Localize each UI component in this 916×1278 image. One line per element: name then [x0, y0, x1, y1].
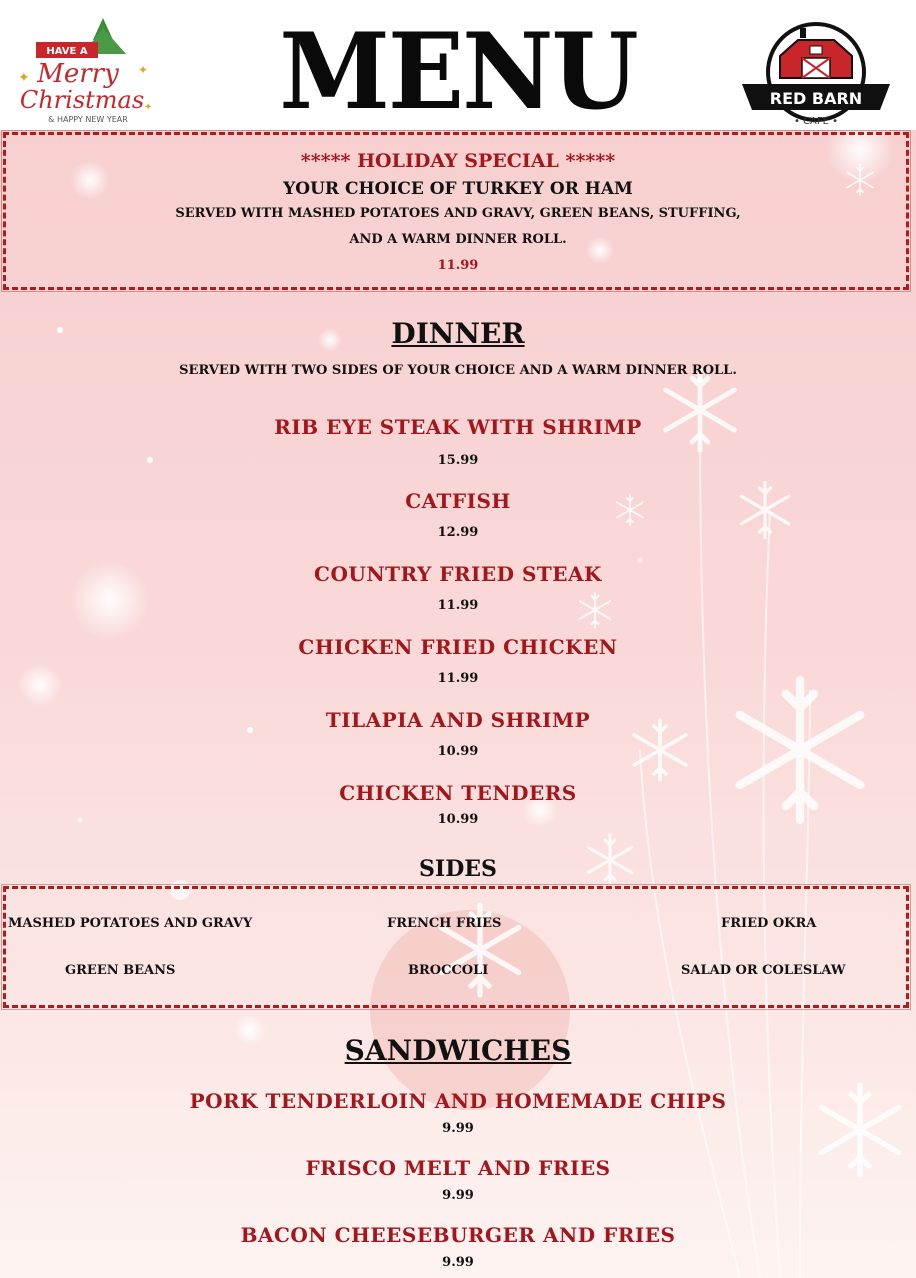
dinner-item-price: 12.99 [437, 525, 479, 540]
svg-text:HAVE A: HAVE A [46, 46, 88, 57]
menu-header [0, 0, 916, 133]
svg-text:& HAPPY NEW YEAR: & HAPPY NEW YEAR [48, 115, 128, 124]
dinner-item-price: 11.99 [437, 671, 479, 686]
side-item: FRIED OKRA [721, 916, 817, 931]
sandwich-item-name: BACON CHEESEBURGER AND FRIES [240, 1223, 676, 1247]
dinner-item-price: 11.99 [437, 598, 479, 613]
svg-text:• CAFE •: • CAFE • [793, 116, 839, 127]
svg-text:✦: ✦ [144, 102, 153, 113]
sandwich-item-price: 9.99 [442, 1188, 474, 1203]
holiday-special-line2: SERVED WITH MASHED POTATOES AND GRAVY, GREEN BEANS, STUFFING, [175, 206, 741, 221]
svg-text:Christmas: Christmas [19, 86, 145, 114]
svg-text:✦: ✦ [18, 70, 30, 86]
dinner-item-name: CHICKEN FRIED CHICKEN [298, 635, 618, 659]
side-item: SALAD OR COLESLAW [681, 963, 846, 978]
dinner-item-name: RIB EYE STEAK WITH SHRIMP [274, 415, 642, 439]
dinner-heading: DINNER [391, 317, 525, 350]
sides-box [3, 886, 909, 1008]
side-item: GREEN BEANS [65, 963, 176, 978]
svg-text:✦: ✦ [138, 63, 149, 77]
sandwich-item-price: 9.99 [442, 1121, 474, 1136]
sandwich-item-price: 9.99 [442, 1255, 474, 1270]
sandwiches-heading: SANDWICHES [344, 1034, 572, 1067]
dinner-item-name: CATFISH [405, 489, 511, 513]
side-item: BROCCOLI [408, 963, 489, 978]
page-title: MENU [279, 9, 637, 133]
svg-text:RED BARN: RED BARN [769, 89, 863, 108]
dinner-item-name: TILAPIA AND SHRIMP [325, 708, 591, 732]
dinner-item-price: 10.99 [437, 744, 479, 759]
sandwich-item-name: FRISCO MELT AND FRIES [305, 1156, 611, 1180]
side-item: MASHED POTATOES AND GRAVY [8, 916, 253, 931]
dinner-subtitle: SERVED WITH TWO SIDES OF YOUR CHOICE AND A WARM DINNER ROLL. [179, 363, 737, 378]
holiday-special-title: ***** HOLIDAY SPECIAL ***** [300, 150, 616, 172]
dinner-item-price: 15.99 [437, 453, 479, 468]
holiday-special-price: 11.99 [437, 258, 479, 273]
holiday-special-line1: YOUR CHOICE OF TURKEY OR HAM [283, 179, 633, 199]
dinner-item-price: 10.99 [437, 812, 479, 827]
dinner-item-name: COUNTRY FRIED STEAK [314, 562, 602, 586]
holiday-special-line3: AND A WARM DINNER ROLL. [349, 232, 567, 247]
side-item: FRENCH FRIES [387, 916, 502, 931]
svg-text:Merry: Merry [37, 59, 119, 89]
sides-heading: SIDES [419, 856, 497, 882]
sandwich-item-name: PORK TENDERLOIN AND HOMEMADE CHIPS [189, 1089, 727, 1113]
dinner-item-name: CHICKEN TENDERS [339, 781, 577, 805]
red-barn-cafe-logo [740, 22, 892, 130]
